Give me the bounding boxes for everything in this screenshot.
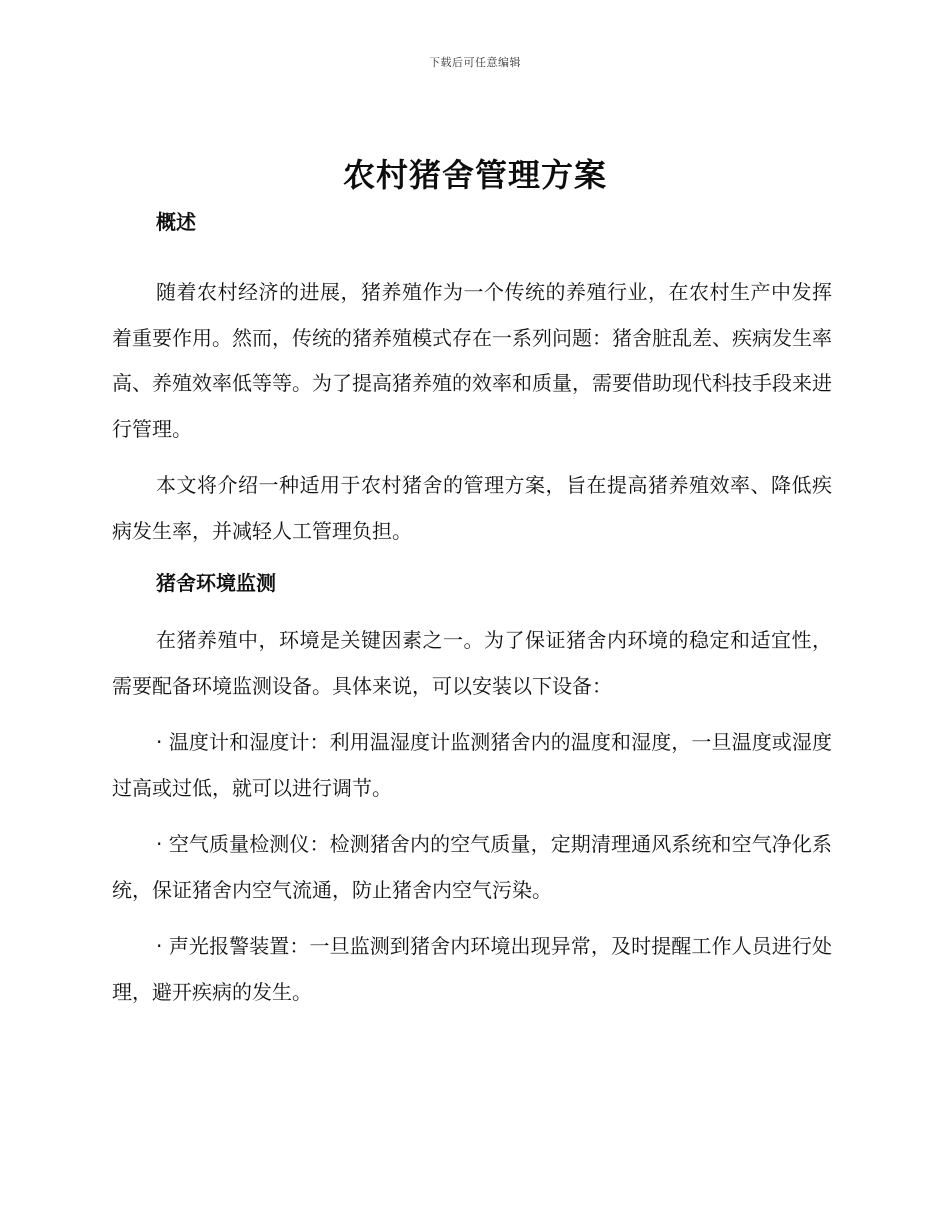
paragraph: 随着农村经济的进展，猪养殖作为一个传统的养殖行业，在农村生产中发挥着重要作用。然而，传统的猪养殖模式存在一系列问题：猪舍脏乱差、疾病发生率高、养殖效率低等等。为了提高猪养殖的效率和质量，需要借助现代科技手段来进行管理。 (112, 280, 832, 441)
list-item: · 空气质量检测仪：检测猪舍内的空气质量，定期清理通风系统和空气净化系统，保证猪舍内空气流通，防止猪舍内空气污染。 (112, 832, 832, 902)
list-item: · 声光报警装置：一旦监测到猪舍内环境出现异常，及时提醒工作人员进行处理，避开疾病的发生。 (112, 934, 832, 1004)
paragraph: 本文将介绍一种适用于农村猪舍的管理方案，旨在提高猪养殖效率、降低疾病发生率，并减轻人工管理负担。 (112, 473, 832, 543)
header-note: 下载后可任意编辑 (429, 56, 521, 69)
paragraph: 在猪养殖中，环境是关键因素之一。为了保证猪舍内环境的稳定和适宜性，需要配备环境监测设备。具体来说，可以安装以下设备： (112, 628, 832, 698)
section-heading-environment-monitoring: 猪舍环境监测 (156, 571, 276, 595)
document-body (112, 206, 832, 1015)
document-title: 农村猪舍管理方案 (342, 156, 607, 194)
section-heading-overview: 概述 (156, 210, 196, 234)
list-item: · 温度计和湿度计：利用温湿度计监测猪舍内的温度和湿度，一旦温度或湿度过高或过低，就可以进行调节。 (112, 730, 832, 800)
